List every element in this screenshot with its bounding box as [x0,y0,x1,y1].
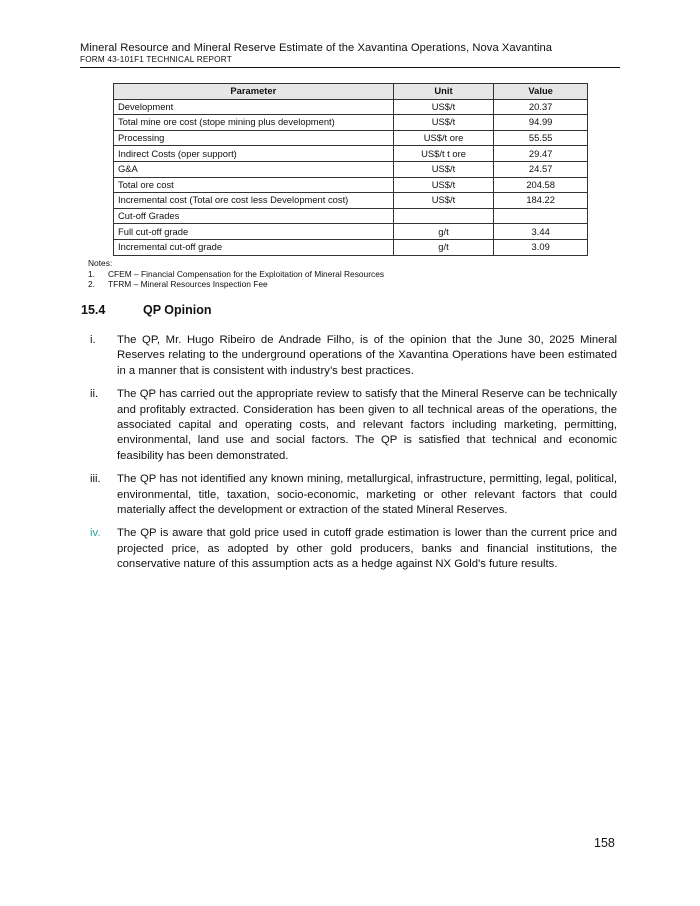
cell-value: 3.09 [494,239,588,255]
cell-unit: US$/t t ore [393,146,494,162]
list-marker-highlighted: iv. [90,527,101,540]
opinion-text: The QP, Mr. Hugo Ribeiro de Andrade Filho, is of the opinion that the June 30, 2025 Mineral Reserves relating to the underground operations of the Xavantina Operations have been estimated in a manner that is consistent with industry’s best practices. [117,334,617,377]
notes-list [88,269,384,290]
opinion-item [82,333,617,379]
cell-value [494,208,588,224]
table-row [114,224,588,240]
cell-value: 204.58 [494,177,588,193]
cell-value: 94.99 [494,115,588,131]
cell-parameter: Total ore cost [114,177,394,193]
section-title: QP Opinion [143,303,212,317]
cell-value: 29.47 [494,146,588,162]
cell-parameter: Development [114,99,394,115]
cell-parameter: Full cut-off grade [114,224,394,240]
table-row [114,177,588,193]
opinion-item [82,526,617,572]
cell-unit: US$/t [393,193,494,209]
cell-value: 20.37 [494,99,588,115]
section-label-cutoff-grades: Cut-off Grades [114,208,394,224]
report-title: Mineral Resource and Mineral Reserve Estimate of the Xavantina Operations, Nova Xavantina [80,42,553,54]
notes-label: Notes: [88,258,113,268]
table-row [114,161,588,177]
section-heading [81,303,212,317]
opinion-text: The QP has not identified any known mining, metallurgical, infrastructure, permitting, legal, political, environmental, title, taxation, socio-economic, marketing or other relevant factors that could materially affect the development or extraction of the stated Mineral Reserves. [117,473,617,517]
cell-unit: g/t [393,224,494,240]
cell-unit: US$/t [393,99,494,115]
list-marker: ii. [90,388,99,401]
note-number: 2. [88,279,95,290]
cell-parameter: Total mine ore cost (stope mining plus development) [114,115,394,131]
table-row [114,130,588,146]
opinion-item [82,387,617,464]
column-header-value: Value [494,84,588,100]
cell-unit: g/t [393,239,494,255]
table-notes [88,258,384,290]
cell-unit [393,208,494,224]
list-marker: i. [90,334,96,346]
page-number: 158 [594,836,615,850]
column-header-unit: Unit [393,84,494,100]
cell-parameter: Processing [114,130,394,146]
note-item [88,269,384,280]
column-header-parameter: Parameter [114,84,394,100]
cell-unit: US$/t [393,177,494,193]
cost-parameters-table [113,83,588,256]
cell-value: 184.22 [494,193,588,209]
table-row [114,115,588,131]
opinion-item [82,472,617,518]
qp-opinion-list [82,333,617,581]
note-item [88,279,384,290]
table-section-row [114,208,588,224]
note-text: TFRM – Mineral Resources Inspection Fee [108,279,268,290]
report-form: FORM 43-101F1 TECHNICAL REPORT [80,55,232,64]
cell-parameter: Incremental cost (Total ore cost less Development cost) [114,193,394,209]
table-row [114,99,588,115]
section-number: 15.4 [81,303,106,317]
cell-parameter: G&A [114,161,394,177]
opinion-text: The QP is aware that gold price used in cutoff grade estimation is lower than the current price and projected price, as adopted by other gold producers, banks and financial institutions, the conservative nature of this assumption acts as a hedge against NX Gold's future results. [117,527,617,571]
cell-parameter: Incremental cut-off grade [114,239,394,255]
list-marker: iii. [90,473,101,486]
opinion-text: The QP has carried out the appropriate review to satisfy that the Mineral Reserve can be technically and profitably extracted. Consideration has been given to all technical areas of the operations, the associated capital and operating costs, and relevant factors including marketing, permitting, environmental, land use and social factors. The QP is satisfied that technical and economic feasibility has been demonstrated. [117,388,617,462]
table-header-row [114,84,588,100]
cell-unit: US$/t [393,161,494,177]
cell-unit: US$/t ore [393,130,494,146]
table-row [114,146,588,162]
cell-value: 55.55 [494,130,588,146]
cell-parameter: Indirect Costs (oper support) [114,146,394,162]
note-text: CFEM – Financial Compensation for the Exploitation of Mineral Resources [108,268,385,279]
table-row [114,193,588,209]
cell-value: 3.44 [494,224,588,240]
table-row [114,239,588,255]
note-number: 1. [88,268,95,279]
cell-unit: US$/t [393,115,494,131]
page-header [80,42,620,68]
cell-value: 24.57 [494,161,588,177]
